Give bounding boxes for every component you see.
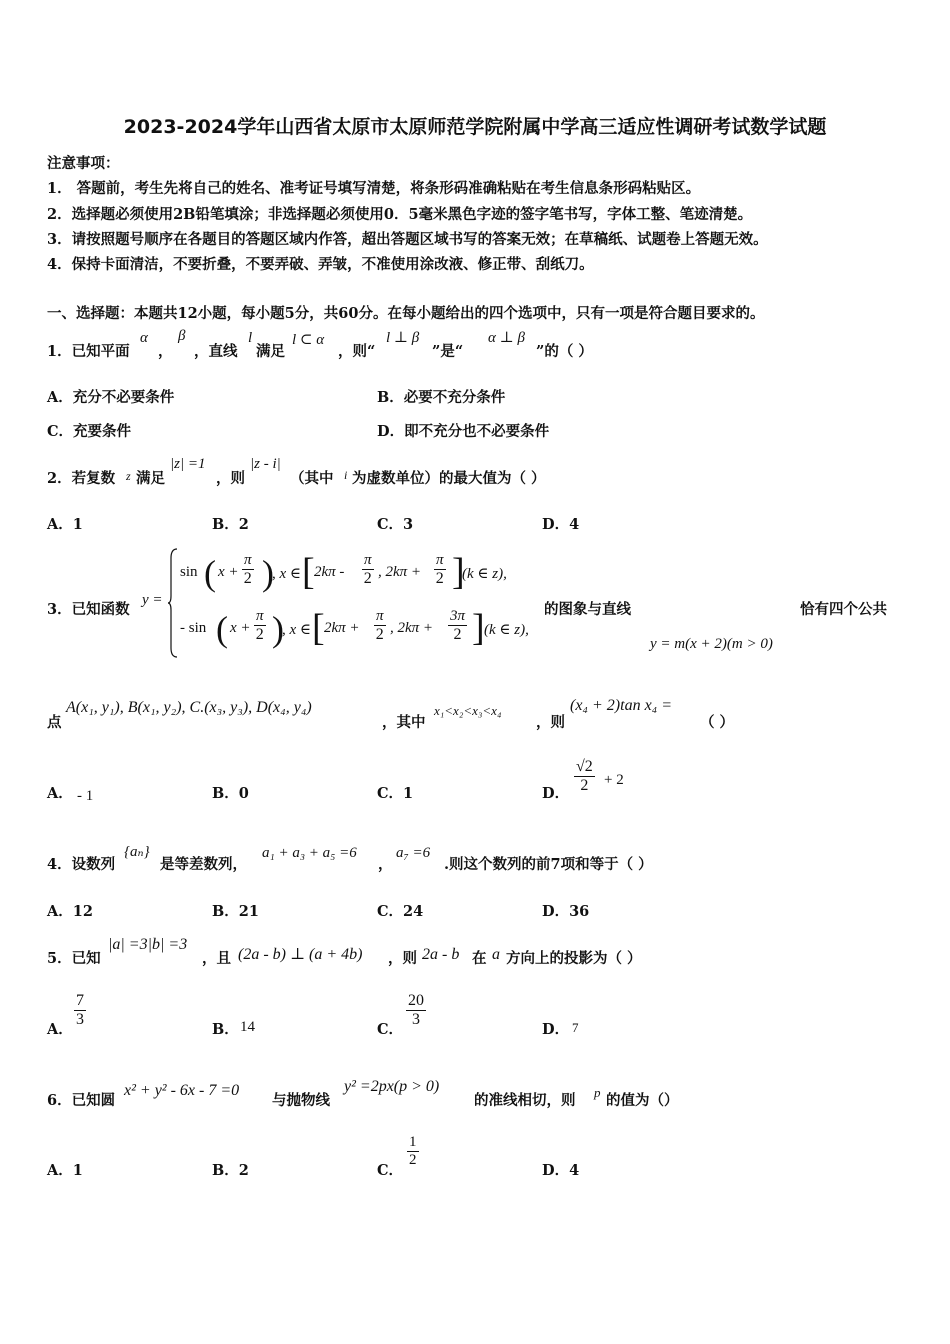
option-a: A．1 [47, 1162, 83, 1179]
page-title: 2023-2024学年山西省太原市太原师范学院附属中学高三适应性调研考试数学试题 [123, 116, 827, 138]
fraction: $\frac{√2}{2}$ [576, 758, 593, 794]
note-item: 4．保持卡面清洁，不要折叠，不要弄破、弄皱，不准使用涂改液、修正带、刮纸刀。 [47, 256, 594, 273]
fraction: $\frac{1}{2}$ [409, 1134, 417, 1168]
option-b: B．0 [212, 785, 249, 802]
option-a: A．充分不必要条件 [47, 389, 175, 406]
option-c: C． [377, 1021, 404, 1038]
option-a: A．12 [47, 903, 93, 920]
section-heading: 一、选择题：本题共12小题，每小题5分，共60分。在每小题给出的四个选项中，只有一项是符合题目要求的。 [47, 305, 765, 322]
option-d: D．即不充分也不必要条件 [377, 423, 550, 440]
option-a: A． [47, 1021, 73, 1038]
option-b: B．2 [212, 516, 249, 533]
notes-heading: 注意事项： [47, 155, 120, 172]
fraction: $\frac{\pi}{2}$ [243, 552, 252, 587]
option-c: C．1 [377, 785, 414, 802]
fraction: $\frac{\pi}{2}$ [255, 608, 264, 643]
option-d: D． [542, 785, 570, 802]
fraction: $\frac{\pi}{2}$ [435, 552, 444, 587]
option-a: A． [47, 785, 73, 802]
option-c: C．充要条件 [47, 423, 132, 440]
fraction: $\frac{\pi}{2}$ [375, 608, 384, 643]
fraction: $\frac{3\pi}{2}$ [450, 608, 466, 643]
fraction: $\frac{\pi}{2}$ [363, 552, 372, 587]
note-item: 1． 答题前，考生先将自己的姓名、准考证号填写清楚，将条形码准确粘贴在考生信息条形码粘贴区。 [47, 180, 701, 197]
option-b: B．2 [212, 1162, 249, 1179]
piecewise-brace [168, 548, 178, 658]
option-d: D．36 [542, 903, 590, 920]
option-a: A．1 [47, 516, 83, 533]
option-d: D．4 [542, 516, 580, 533]
note-item: 3．请按照题号顺序在各题目的答题区域内作答，超出答题区域书写的答案无效；在草稿纸、试题卷上答题无效。 [47, 231, 768, 248]
fraction: $\frac{7}{3}$ [76, 992, 84, 1028]
option-b: B．必要不充分条件 [377, 389, 506, 406]
option-d: D． [542, 1021, 570, 1038]
option-d: D．4 [542, 1162, 580, 1179]
option-b: B． [212, 1021, 239, 1038]
option-c: C．3 [377, 516, 414, 533]
option-c: C．24 [377, 903, 424, 920]
fraction: $\frac{20}{3}$ [408, 992, 424, 1028]
option-b: B．21 [212, 903, 259, 920]
option-c: C． [377, 1162, 404, 1179]
note-item: 2．选择题必须使用2B铅笔填涂；非选择题必须使用0．5毫米黑色字迹的签字笔书写，字体工整、笔迹清楚。 [47, 206, 753, 223]
